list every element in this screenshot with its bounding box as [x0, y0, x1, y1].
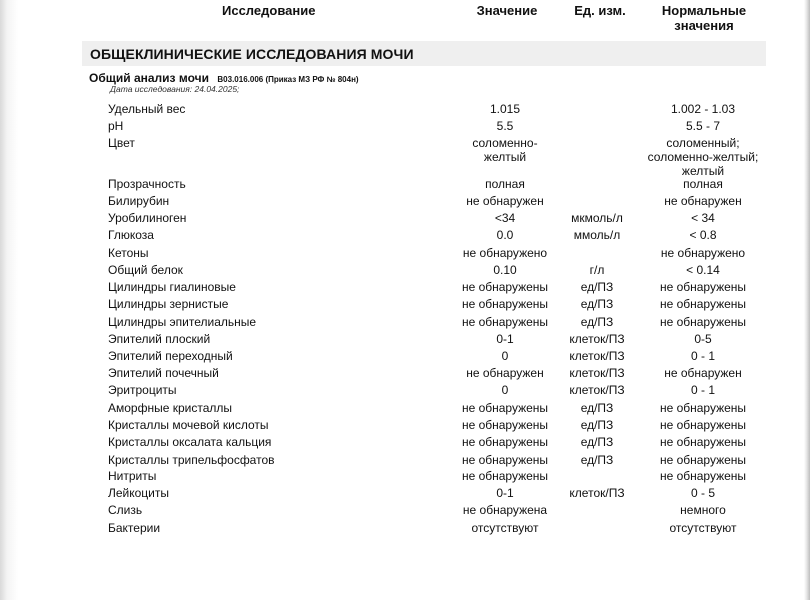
row-name: Кристаллы оксалата кальция — [108, 435, 272, 449]
row-value: не обнаружен — [466, 366, 544, 380]
analysis-code: B03.016.006 (Приказ МЗ РФ № 804н) — [217, 75, 359, 84]
row-unit: ед/ПЗ — [580, 280, 614, 294]
row-unit: клеток/ПЗ — [569, 366, 625, 380]
row-norm: не обнаружено — [660, 246, 746, 260]
column-header-value: Значение — [476, 3, 538, 18]
row-name: Глюкоза — [108, 228, 154, 242]
row-name: Эритроциты — [108, 383, 177, 397]
row-value: не обнаружены — [461, 280, 549, 294]
row-norm: немного — [680, 503, 726, 517]
row-value: не обнаружено — [462, 246, 548, 260]
row-value: 1.015 — [489, 102, 521, 116]
row-norm: не обнаружены — [659, 401, 747, 415]
row-norm: не обнаружены — [659, 469, 747, 483]
row-value: 0.0 — [496, 228, 514, 242]
row-unit: ед/ПЗ — [580, 435, 614, 449]
row-unit: клеток/ПЗ — [569, 349, 625, 363]
row-norm: не обнаружены — [659, 315, 747, 329]
row-value: 0 — [501, 349, 509, 363]
row-name: Эпителий переходный — [108, 349, 233, 363]
row-name: Билирубин — [108, 194, 170, 208]
row-name: Кристаллы трипельфосфатов — [108, 453, 275, 467]
row-norm: 0 - 5 — [690, 486, 715, 500]
row-norm: < 0.8 — [689, 228, 717, 242]
row-name: Нитриты — [108, 469, 157, 483]
row-norm: 0 - 1 — [690, 383, 715, 397]
row-unit: ммоль/л — [573, 228, 621, 242]
row-value: 0.10 — [493, 263, 517, 277]
section-header — [82, 41, 766, 66]
row-norm: не обнаружены — [659, 453, 747, 467]
row-name: Лейкоциты — [108, 486, 170, 500]
row-value: 0 — [501, 383, 509, 397]
page-edge-shadow-left — [0, 0, 18, 600]
row-value: не обнаружена — [462, 503, 548, 517]
row-unit: клеток/ПЗ — [569, 486, 625, 500]
row-unit: клеток/ПЗ — [569, 332, 625, 346]
row-norm: 5.5 - 7 — [685, 119, 721, 133]
row-name: Цилиндры зернистые — [108, 297, 229, 311]
row-unit: ед/ПЗ — [580, 453, 614, 467]
row-name: Цилиндры гиалиновые — [108, 280, 236, 294]
row-value: <34 — [494, 211, 516, 225]
row-norm: не обнаружены — [659, 418, 747, 432]
row-value: не обнаружены — [461, 297, 549, 311]
row-value: 0-1 — [496, 486, 514, 500]
column-header-name: Исследование — [222, 3, 316, 18]
row-norm: полная — [683, 177, 723, 191]
row-value: отсутствуют — [471, 521, 539, 535]
row-norm: соломенный; соломенно-желтый; желтый — [647, 136, 759, 178]
row-name: Общий белок — [108, 263, 183, 277]
row-unit: ед/ПЗ — [580, 297, 614, 311]
analysis-date: Дата исследования: 24.04.2025; — [110, 84, 240, 94]
row-norm: отсутствуют — [669, 521, 737, 535]
row-value: не обнаружены — [461, 435, 549, 449]
row-norm: не обнаружен — [664, 194, 742, 208]
row-name: Аморфные кристаллы — [108, 401, 233, 415]
row-name: Кетоны — [108, 246, 149, 260]
column-header-unit: Ед. изм. — [574, 3, 626, 18]
row-norm: 0-5 — [694, 332, 712, 346]
row-norm: не обнаружены — [659, 280, 747, 294]
row-unit: ед/ПЗ — [580, 315, 614, 329]
row-name: Кристаллы мочевой кислоты — [108, 418, 269, 432]
row-unit: клеток/ПЗ — [569, 383, 625, 397]
row-value: не обнаружены — [461, 401, 549, 415]
row-unit: ед/ПЗ — [580, 418, 614, 432]
row-value: не обнаружены — [461, 469, 549, 483]
row-norm: < 34 — [691, 211, 715, 225]
row-value: соломенно-желтый — [472, 136, 538, 164]
row-norm: 0 - 1 — [690, 349, 715, 363]
column-header-norm: Нормальные значения — [661, 3, 747, 33]
row-value: не обнаружены — [461, 315, 549, 329]
row-norm: не обнаружен — [664, 366, 742, 380]
row-norm: < 0.14 — [686, 263, 720, 277]
page-edge-shadow-right — [804, 0, 810, 600]
row-norm: 1.002 - 1.03 — [670, 102, 736, 116]
row-name: pH — [108, 119, 124, 133]
row-name: Эпителий почечный — [108, 366, 219, 380]
row-name: Цвет — [108, 136, 135, 150]
row-value: 0-1 — [496, 332, 514, 346]
row-name: Слизь — [108, 503, 143, 517]
row-value: не обнаружен — [466, 194, 544, 208]
row-value: 5.5 — [496, 119, 514, 133]
row-name: Прозрачность — [108, 177, 186, 191]
row-unit: ед/ПЗ — [580, 401, 614, 415]
row-name: Бактерии — [108, 521, 161, 535]
row-name: Цилиндры эпителиальные — [108, 315, 257, 329]
row-name: Удельный вес — [108, 102, 186, 116]
row-unit: г/л — [589, 263, 605, 277]
section-title: ОБЩЕКЛИНИЧЕСКИЕ ИССЛЕДОВАНИЯ МОЧИ — [90, 46, 414, 62]
row-value: полная — [485, 177, 525, 191]
analysis-name: Общий анализ мочи — [89, 71, 209, 85]
row-name: Эпителий плоский — [108, 332, 211, 346]
row-norm: не обнаружены — [659, 297, 747, 311]
row-unit: мкмоль/л — [571, 211, 623, 225]
row-name: Уробилиноген — [108, 211, 187, 225]
row-value: не обнаружены — [461, 453, 549, 467]
row-value: не обнаружены — [461, 418, 549, 432]
row-norm: не обнаружены — [659, 435, 747, 449]
